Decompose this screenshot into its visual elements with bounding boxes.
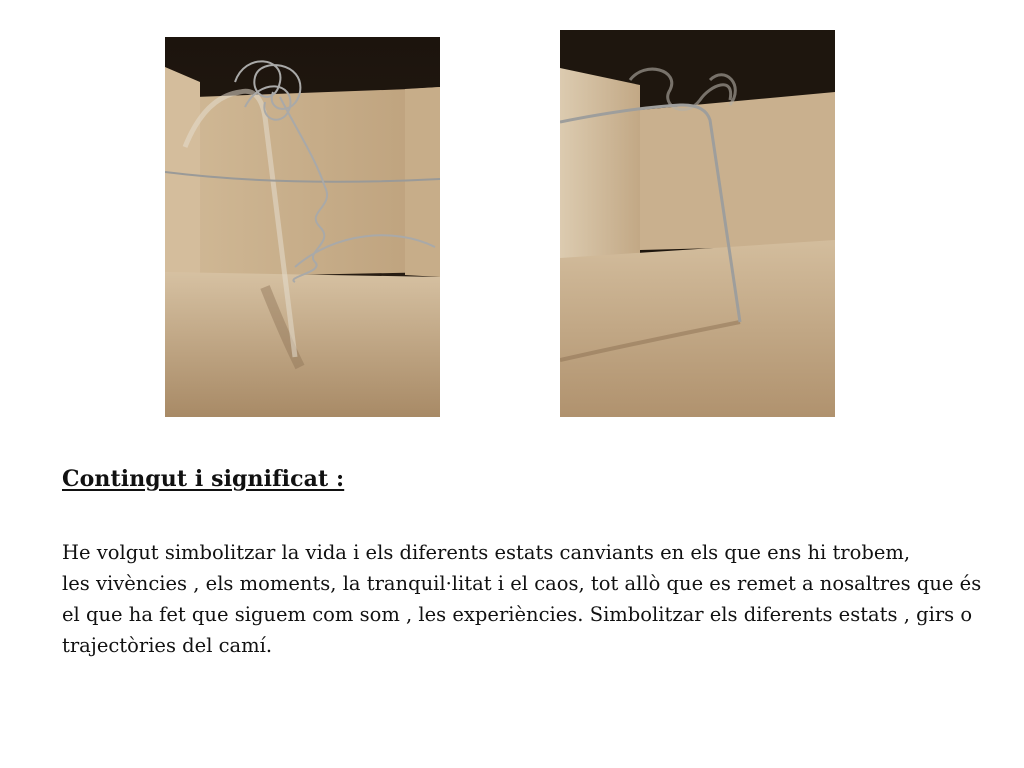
paragraph-line: les vivències , els moments, la tranquil·litat i el caos, tot allò que es remet a nosaltres que és (62, 572, 982, 595)
wire-tangle-photo-image (165, 37, 440, 417)
wire-sculpture-photo-left (165, 37, 440, 417)
wire-bent-photo-image (560, 30, 835, 417)
paragraph-line: He volgut simbolitzar la vida i els diferents estats canviants en els que ens hi trobem, (62, 541, 911, 564)
paragraph-line: el que ha fet que siguem com som , les experiències. Simbolitzar els diferents estats , girs o (62, 603, 973, 626)
wire-sculpture-photo-right (560, 30, 835, 417)
section-heading: Contingut i significat : (62, 466, 345, 492)
description-paragraph (62, 537, 1002, 661)
paragraph-line: trajectòries del camí. (62, 634, 273, 657)
